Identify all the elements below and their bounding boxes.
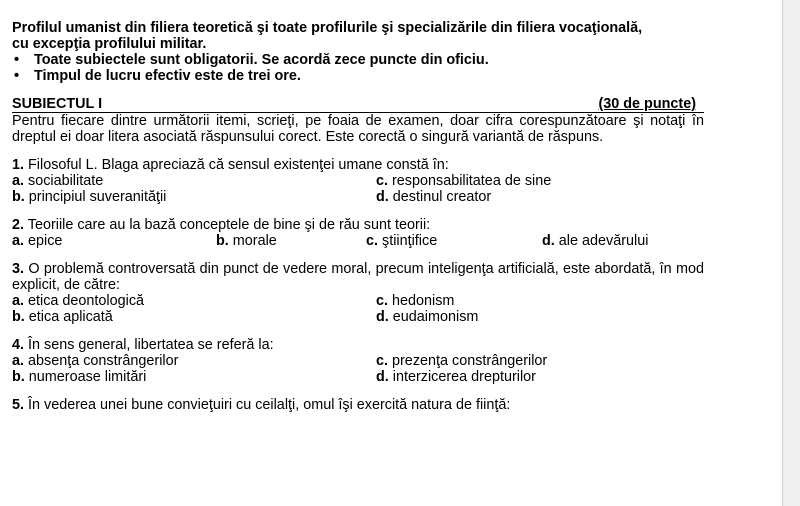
option-letter: a. (12, 173, 25, 189)
option-text: responsabilitatea de sine (392, 173, 552, 189)
option-letter: d. (376, 369, 389, 385)
question-5 (12, 397, 704, 413)
option-letter: c. (376, 353, 389, 369)
option-letter: b. (216, 233, 229, 249)
option-text: morale (232, 233, 277, 249)
question-number: 1. (12, 157, 25, 173)
rules-list (12, 52, 704, 84)
section-instructions: Pentru fiecare dintre următorii itemi, scrieţi, pe foaia de examen, doar cifra corespunzătoare şi notaţi în dreptul ei doar litera asociată răspunsului corect. Este corectă o singură variantă de răspuns. (12, 113, 704, 145)
option-letter: c. (366, 233, 379, 249)
option-letter: d. (376, 309, 389, 325)
question-number: 4. (12, 337, 25, 353)
question-text: În sens general, libertatea se referă la: (28, 337, 274, 353)
question-3 (12, 261, 704, 325)
question-4 (12, 337, 704, 385)
question-text: O problemă controversată din punct de vedere moral, precum inteligenţa artificială, este abordată, în mod explicit, de către: (12, 261, 704, 293)
question-2 (12, 217, 704, 249)
option-text: destinul creator (392, 189, 492, 205)
option-text: interzicerea drepturilor (392, 369, 536, 385)
option-text: principiul suveranităţii (28, 189, 167, 205)
option-text: ştiinţifice (382, 233, 438, 249)
vertical-scrollbar[interactable] (782, 0, 800, 506)
question-text: În vederea unei bune convieţuiri cu ceilalţi, omul îşi exercită natura de fiinţă: (28, 397, 511, 413)
section-points: (30 de puncte) (598, 96, 696, 112)
intro-line-2: cu excepţia profilului militar. (12, 36, 207, 52)
option-letter: b. (12, 189, 25, 205)
option-letter: b. (12, 369, 25, 385)
section-title: SUBIECTUL I (12, 96, 103, 112)
option-text: sociabilitate (28, 173, 104, 189)
option-text: prezenţa constrângerilor (392, 353, 548, 369)
option-letter: d. (542, 233, 555, 249)
option-text: hedonism (392, 293, 455, 309)
section-header (12, 96, 704, 113)
option-letter: c. (376, 173, 389, 189)
option-text: etica aplicată (28, 309, 113, 325)
option-text: numeroase limitări (28, 369, 147, 385)
question-text: Filosoful L. Blaga apreciază că sensul existenţei umane constă în: (28, 157, 449, 173)
option-text: absenţa constrângerilor (28, 353, 179, 369)
option-letter: a. (12, 233, 25, 249)
rule-item: • Timpul de lucru efectiv este de trei ore. (12, 68, 704, 84)
option-text: ale adevărului (558, 233, 649, 249)
option-letter: c. (376, 293, 389, 309)
option-letter: b. (12, 309, 25, 325)
option-letter: d. (376, 189, 389, 205)
rule-item: • Toate subiectele sunt obligatorii. Se acordă zece puncte din oficiu. (12, 52, 704, 68)
option-letter: a. (12, 353, 25, 369)
exam-content (12, 20, 704, 413)
option-text: etica deontologică (28, 293, 145, 309)
question-number: 5. (12, 397, 25, 413)
question-number: 3. (12, 261, 25, 277)
option-letter: a. (12, 293, 25, 309)
option-text: eudaimonism (392, 309, 479, 325)
question-1 (12, 157, 704, 205)
option-text: epice (28, 233, 63, 249)
question-number: 2. (12, 217, 25, 233)
intro-line-1: Profilul umanist din filiera teoretică şi toate profilurile şi specializările din filiera vocaţională, (12, 20, 643, 36)
question-text: Teoriile care au la bază conceptele de bine şi de rău sunt teorii: (27, 217, 431, 233)
